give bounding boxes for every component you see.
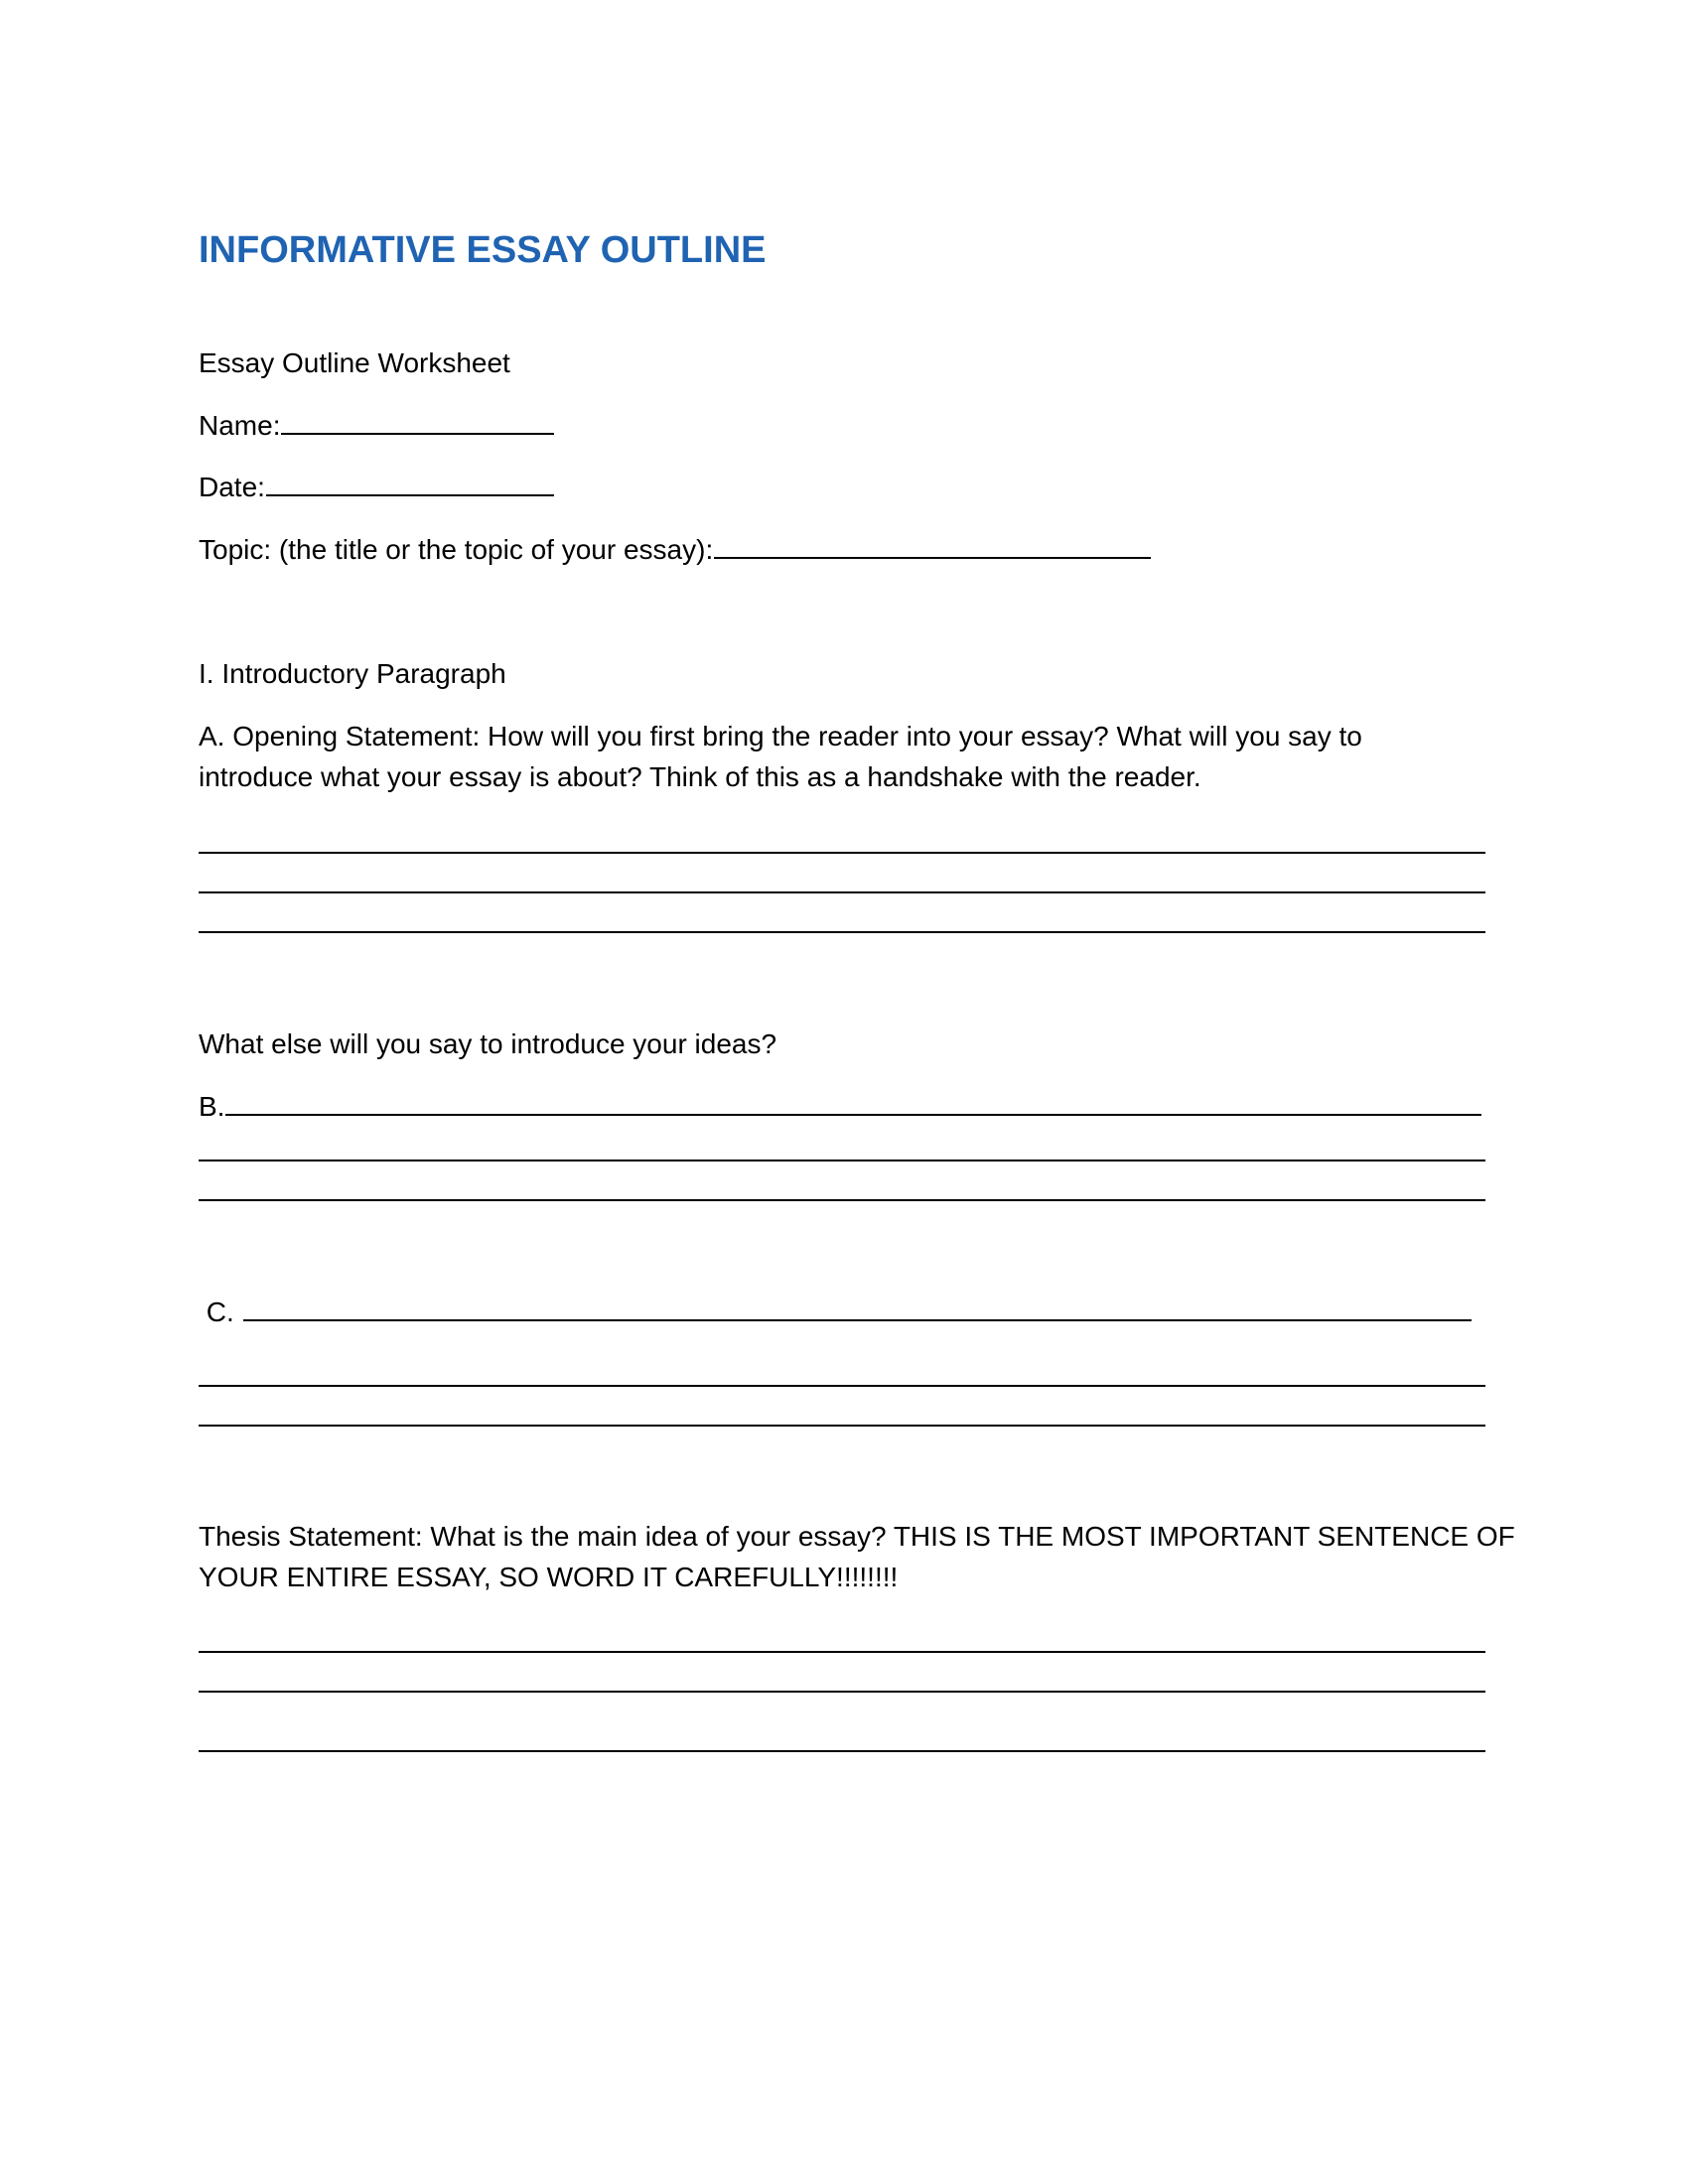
name-row [199,406,554,446]
item-b-field[interactable] [225,1092,1481,1116]
opening-statement-prompt-line-2: introduce what your essay is about? Think of this as a handshake with the reader. [199,761,1201,792]
answer-line-c2[interactable] [199,1385,1485,1387]
page-title: INFORMATIVE ESSAY OUTLINE [199,229,767,271]
else-prompt: What else will you say to introduce your ideas? [199,1028,777,1059]
item-c-row [199,1293,1472,1332]
thesis-prompt-line-1: Thesis Statement: What is the main idea of your essay? THIS IS THE MOST IMPORTANT SENTENCE OF [199,1521,1515,1552]
opening-statement-prompt-line-1: A. Opening Statement: How will you first bring the reader into your essay? What will you say to [199,721,1362,751]
answer-line-t3[interactable] [199,1750,1485,1752]
worksheet-subtitle: Essay Outline Worksheet [199,347,510,378]
answer-line-t2[interactable] [199,1691,1485,1693]
date-field[interactable] [266,473,554,496]
answer-line-a2[interactable] [199,891,1485,893]
date-row [199,468,554,507]
section-heading-intro: I. Introductory Paragraph [199,658,506,689]
answer-line-t1[interactable] [199,1651,1485,1653]
topic-label: Topic: (the title or the topic of your essay): [199,534,714,565]
item-c-label: C. [199,1297,242,1327]
name-label: Name: [199,410,281,441]
item-b-label: B. [199,1091,225,1122]
thesis-prompt-line-2: YOUR ENTIRE ESSAY, SO WORD IT CAREFULLY!!!!!!!! [199,1562,899,1592]
topic-field[interactable] [714,535,1151,559]
answer-line-b3[interactable] [199,1199,1485,1201]
answer-line-a3[interactable] [199,931,1485,933]
answer-line-b2[interactable] [199,1160,1485,1161]
answer-line-c3[interactable] [199,1425,1485,1427]
date-label: Date: [199,472,265,502]
name-field[interactable] [281,411,554,435]
item-b-row [199,1087,1481,1127]
item-c-field[interactable] [243,1297,1472,1321]
topic-row [199,530,1151,570]
answer-line-a1[interactable] [199,852,1485,854]
